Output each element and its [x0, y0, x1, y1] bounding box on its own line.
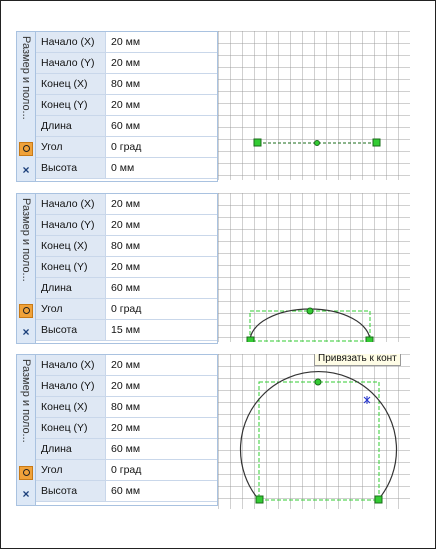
property-row[interactable]: [36, 320, 217, 341]
property-row[interactable]: [36, 278, 217, 299]
property-value[interactable]: 20 мм: [111, 57, 141, 69]
property-value[interactable]: 0 мм: [111, 162, 135, 174]
property-row[interactable]: [36, 194, 217, 215]
panel-sidebar: [17, 355, 36, 505]
property-label: Конец (Y): [36, 418, 106, 438]
control-handle[interactable]: [315, 379, 321, 385]
drawing-canvas[interactable]: [218, 193, 410, 342]
property-row[interactable]: [36, 74, 217, 95]
pin-icon[interactable]: [19, 466, 33, 480]
drawing-canvas[interactable]: [218, 31, 410, 180]
property-row[interactable]: [36, 397, 217, 418]
begin-handle[interactable]: [254, 139, 261, 146]
property-row[interactable]: [36, 137, 217, 158]
property-value[interactable]: 0 град: [111, 141, 142, 153]
property-row[interactable]: [36, 299, 217, 320]
property-row[interactable]: [36, 460, 217, 481]
property-row[interactable]: [36, 376, 217, 397]
shape-layer: [218, 193, 410, 342]
panel-title: Размер и поло...: [20, 36, 32, 120]
selection-box: [250, 311, 370, 341]
property-value[interactable]: 20 мм: [111, 198, 141, 210]
property-label: Конец (Y): [36, 95, 106, 115]
property-row[interactable]: [36, 215, 217, 236]
property-row[interactable]: [36, 95, 217, 116]
size-position-panel: [16, 193, 218, 344]
close-icon[interactable]: ×: [22, 487, 30, 501]
control-handle[interactable]: [307, 308, 313, 314]
selection-box: [259, 382, 379, 500]
property-value[interactable]: 0 град: [111, 303, 142, 315]
property-value[interactable]: 20 мм: [111, 380, 141, 392]
size-position-panel: [16, 31, 218, 182]
property-value[interactable]: 60 мм: [111, 282, 141, 294]
pin-icon[interactable]: [19, 142, 33, 156]
snap-point-icon: [364, 396, 370, 404]
property-value[interactable]: 20 мм: [111, 422, 141, 434]
end-handle[interactable]: [366, 337, 373, 342]
property-label: Длина: [36, 116, 106, 136]
property-label: Угол: [36, 460, 106, 480]
close-icon[interactable]: ×: [22, 163, 30, 177]
property-label: Высота: [36, 481, 106, 501]
drawing-canvas[interactable]: [218, 354, 410, 509]
property-label: Высота: [36, 320, 106, 340]
begin-handle[interactable]: [256, 496, 263, 503]
property-label: Длина: [36, 439, 106, 459]
property-label: Начало (X): [36, 355, 106, 375]
property-row[interactable]: [36, 439, 217, 460]
property-label: Начало (Y): [36, 376, 106, 396]
property-row[interactable]: [36, 481, 217, 502]
property-label: Угол: [36, 299, 106, 319]
property-value[interactable]: 20 мм: [111, 359, 141, 371]
property-value[interactable]: 15 мм: [111, 324, 141, 336]
property-label: Конец (Y): [36, 257, 106, 277]
property-label: Конец (X): [36, 74, 106, 94]
panel-title: Размер и поло...: [20, 359, 32, 443]
property-value[interactable]: 80 мм: [111, 78, 141, 90]
pin-icon[interactable]: [19, 304, 33, 318]
property-label: Начало (X): [36, 32, 106, 52]
property-row[interactable]: [36, 355, 217, 376]
property-value[interactable]: 20 мм: [111, 219, 141, 231]
property-value[interactable]: 20 мм: [111, 36, 141, 48]
control-handle[interactable]: [315, 141, 320, 146]
end-handle[interactable]: [375, 496, 382, 503]
panel-sidebar: [17, 194, 36, 343]
property-value[interactable]: 20 мм: [111, 99, 141, 111]
property-row[interactable]: [36, 53, 217, 74]
property-row[interactable]: [36, 32, 217, 53]
size-position-panel: [16, 354, 218, 506]
property-value[interactable]: 60 мм: [111, 485, 141, 497]
property-value[interactable]: 20 мм: [111, 261, 141, 273]
property-label: Начало (Y): [36, 215, 106, 235]
property-row[interactable]: [36, 236, 217, 257]
snap-tooltip: Привязать к конт: [314, 354, 401, 366]
property-label: Начало (Y): [36, 53, 106, 73]
property-value[interactable]: 0 град: [111, 464, 142, 476]
property-label: Высота: [36, 158, 106, 178]
shape-layer: [218, 31, 410, 180]
property-label: Конец (X): [36, 397, 106, 417]
panel-sidebar: [17, 32, 36, 181]
property-label: Конец (X): [36, 236, 106, 256]
property-value[interactable]: 60 мм: [111, 443, 141, 455]
panel-title: Размер и поло...: [20, 198, 32, 282]
property-row[interactable]: [36, 418, 217, 439]
end-handle[interactable]: [373, 139, 380, 146]
property-label: Угол: [36, 137, 106, 157]
property-value[interactable]: 80 мм: [111, 401, 141, 413]
property-label: Начало (X): [36, 194, 106, 214]
property-value[interactable]: 60 мм: [111, 120, 141, 132]
begin-handle[interactable]: [247, 337, 254, 342]
property-row[interactable]: [36, 158, 217, 179]
property-label: Длина: [36, 278, 106, 298]
property-row[interactable]: [36, 116, 217, 137]
arc-shape[interactable]: [241, 372, 397, 500]
property-row[interactable]: [36, 257, 217, 278]
close-icon[interactable]: ×: [22, 325, 30, 339]
shape-layer: [218, 354, 410, 509]
property-value[interactable]: 80 мм: [111, 240, 141, 252]
